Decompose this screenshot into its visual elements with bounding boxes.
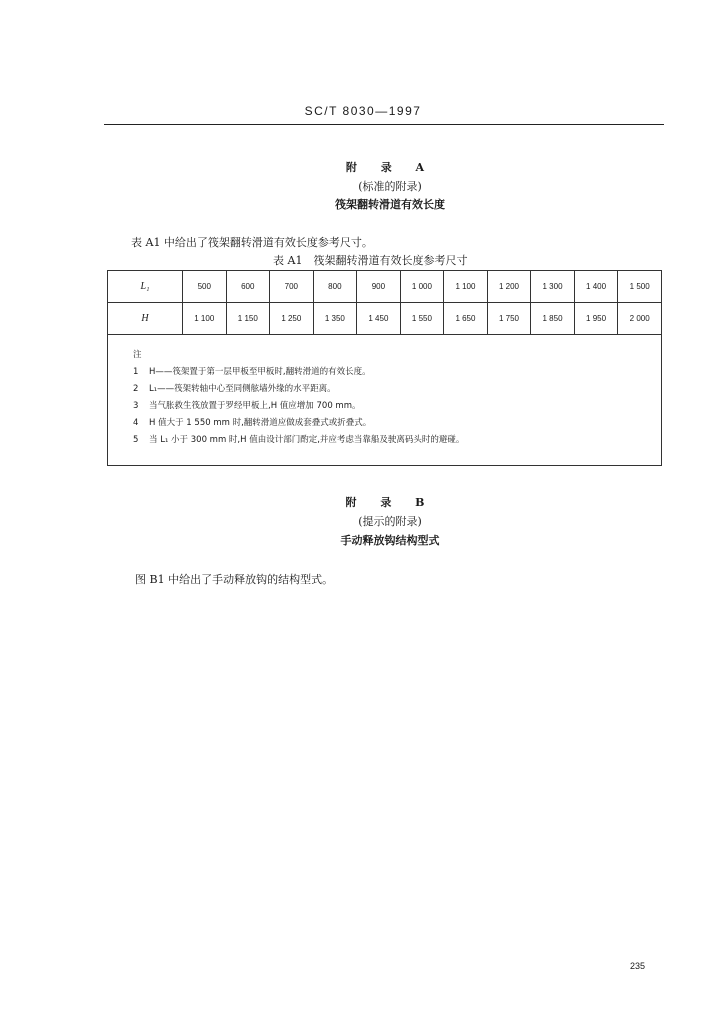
cell-h-10: 2 000 — [618, 303, 662, 335]
note-item — [133, 364, 661, 381]
table-notes-row — [108, 335, 662, 466]
note-number: 5 — [133, 435, 139, 445]
cell-l1-7: 1 200 — [487, 271, 531, 303]
cell-h-0: 1 100 — [183, 303, 227, 335]
appendix-b-note: (提示的附录) — [358, 515, 422, 528]
note-number: 1 — [133, 367, 139, 377]
table-row-h — [108, 303, 662, 335]
cell-l1-3: 800 — [313, 271, 357, 303]
table-row-l1 — [108, 271, 662, 303]
note-item — [133, 381, 661, 398]
cell-l1-0: 500 — [183, 271, 227, 303]
table-notes — [108, 335, 662, 466]
cell-l1-8: 1 300 — [531, 271, 575, 303]
cell-l1-5: 1 000 — [400, 271, 444, 303]
cell-l1-2: 700 — [270, 271, 314, 303]
note-text: H 值大于 1 550 mm 时,翻转滑道应做成套叠式或折叠式。 — [149, 418, 372, 428]
cell-l1-6: 1 100 — [444, 271, 488, 303]
cell-h-2: 1 250 — [270, 303, 314, 335]
standard-code: SC/T 8030—1997 — [304, 104, 422, 118]
note-text: H——筏架置于第一层甲板至甲板时,翻转滑道的有效长度。 — [149, 367, 371, 377]
note-item — [133, 398, 661, 415]
cell-h-1: 1 150 — [226, 303, 270, 335]
note-text: L₁——筏架转轴中心至同侧舷墙外缘的水平距离。 — [149, 384, 336, 394]
appendix-b-name: 手动释放钩结构型式 — [340, 534, 440, 547]
cell-h-9: 1 950 — [574, 303, 618, 335]
appendix-a-intro: 表 A1 中给出了筏架翻转滑道有效长度参考尺寸。 — [131, 236, 373, 249]
cell-l1-9: 1 400 — [574, 271, 618, 303]
row-label-l1: L₁ — [108, 271, 183, 303]
page-number: 235 — [630, 961, 646, 971]
cell-h-8: 1 850 — [531, 303, 575, 335]
notes-title: 注 — [133, 350, 142, 360]
cell-h-5: 1 550 — [400, 303, 444, 335]
row-label-h: H — [108, 303, 183, 335]
cell-l1-4: 900 — [357, 271, 401, 303]
cell-h-3: 1 350 — [313, 303, 357, 335]
table-a1-caption: 表 A1 筏架翻转滑道有效长度参考尺寸 — [273, 254, 468, 267]
cell-h-7: 1 750 — [487, 303, 531, 335]
header-rule — [104, 124, 664, 125]
appendix-a-name: 筏架翻转滑道有效长度 — [335, 198, 445, 211]
note-text: 当 L₁ 小于 300 mm 时,H 值由设计部门酌定,并应考虑当靠船及驶离码头时的避碰。 — [149, 435, 465, 445]
cell-h-6: 1 650 — [444, 303, 488, 335]
appendix-b-intro: 图 B1 中给出了手动释放钩的结构型式。 — [135, 573, 334, 586]
cell-h-4: 1 450 — [357, 303, 401, 335]
appendix-a-note: (标准的附录) — [358, 180, 422, 193]
cell-l1-1: 600 — [226, 271, 270, 303]
note-number: 3 — [133, 401, 139, 411]
cell-l1-10: 1 500 — [618, 271, 662, 303]
appendix-b-title: 附 录 B — [345, 496, 435, 509]
note-item — [133, 415, 661, 432]
note-text: 当气胀救生筏放置于罗经甲板上,H 值应增加 700 mm。 — [149, 401, 361, 411]
table-a1 — [107, 270, 662, 466]
note-item — [133, 432, 661, 449]
note-number: 2 — [133, 384, 139, 394]
note-number: 4 — [133, 418, 139, 428]
appendix-a-title: 附 录 A — [345, 161, 435, 174]
